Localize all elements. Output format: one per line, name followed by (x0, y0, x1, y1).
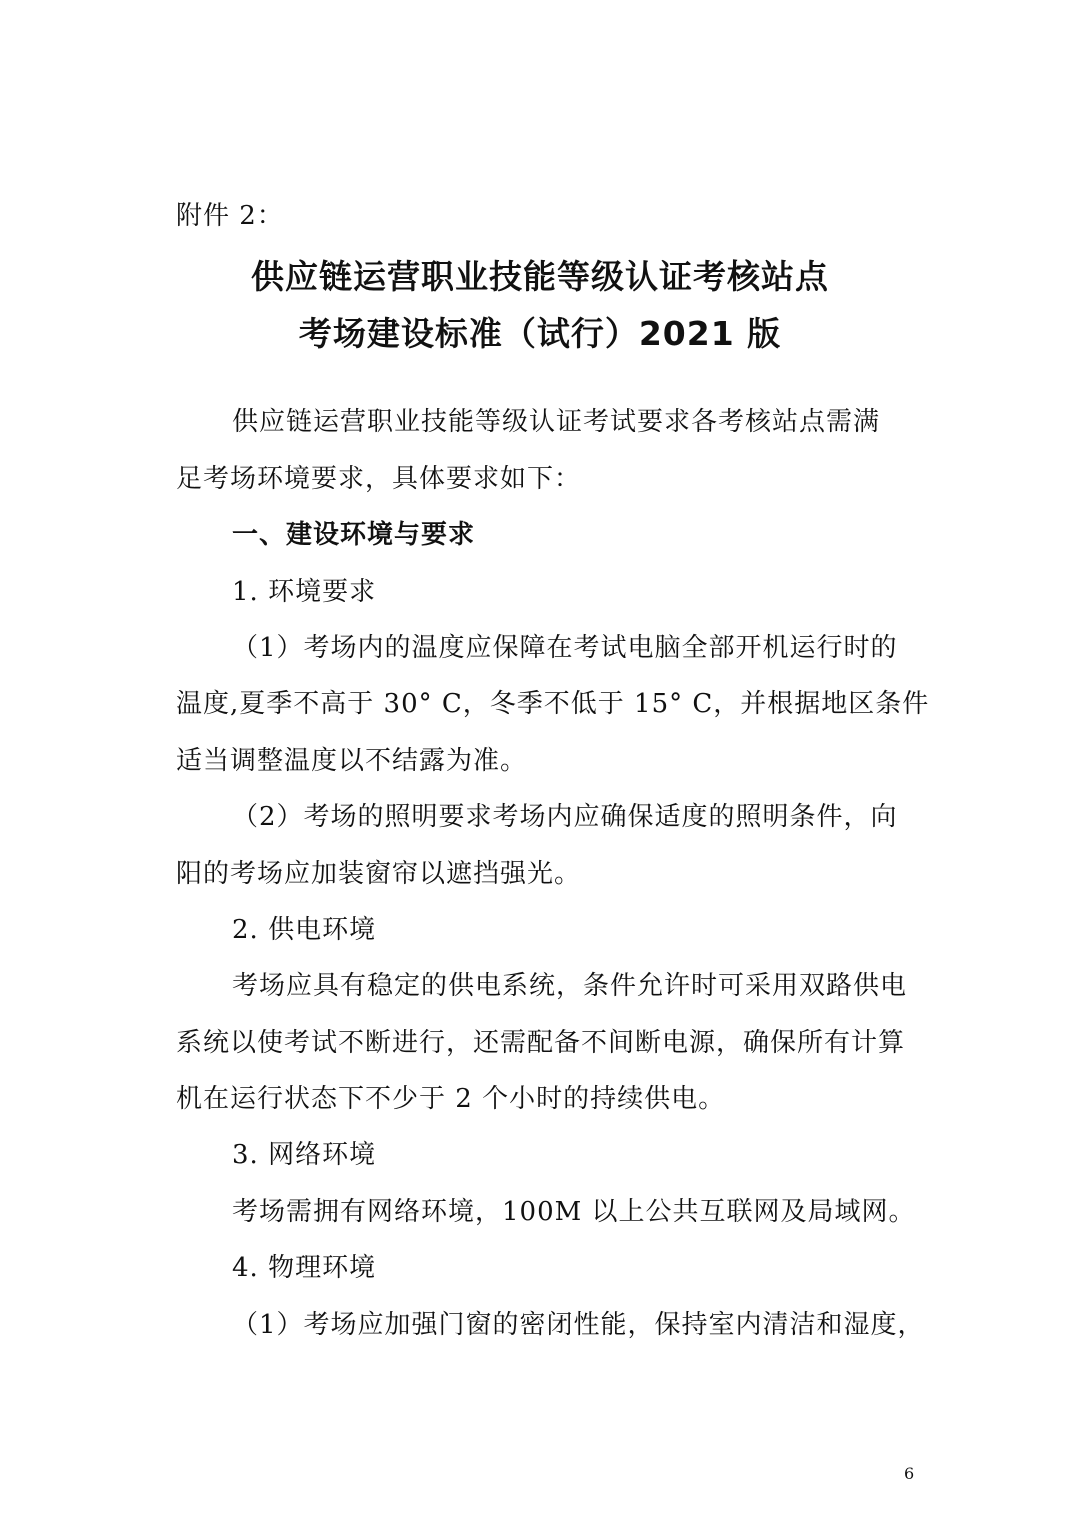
item-1-line-2: 温度,夏季不高于 30° C，冬季不低于 15° C，并根据地区条件 (176, 689, 930, 719)
network-line-1: 考场需拥有网络环境，100M 以上公共互联网及局域网。 (232, 1197, 916, 1227)
item-1-line-3: 适当调整温度以不结露为准。 (176, 746, 528, 776)
intro-line-2: 足考场环境要求，具体要求如下： (176, 464, 582, 494)
subsection-2-heading: 2. 供电环境 (232, 915, 377, 945)
document-title-line-1: 供应链运营职业技能等级认证考核站点 (251, 257, 829, 296)
attachment-label: 附件 2： (176, 201, 284, 231)
subsection-4-heading: 4. 物理环境 (232, 1253, 377, 1283)
section-1-heading: 一、建设环境与要求 (232, 520, 476, 550)
document-title-line-2: 考场建设标准（试行）2021 版 (298, 314, 782, 353)
subsection-3-heading: 3. 网络环境 (232, 1140, 377, 1170)
physical-line-1: （1）考场应加强门窗的密闭性能，保持室内清洁和湿度， (232, 1310, 925, 1340)
item-2-line-2: 阳的考场应加装窗帘以遮挡强光。 (176, 859, 582, 889)
power-line-3: 机在运行状态下不少于 2 个小时的持续供电。 (176, 1084, 726, 1114)
item-1-line-1: （1）考场内的温度应保障在考试电脑全部开机运行时的 (232, 633, 898, 663)
item-2-line-1: （2）考场的照明要求考场内应确保适度的照明条件，向 (232, 802, 898, 832)
intro-line-1: 供应链运营职业技能等级认证考试要求各考核站点需满 (232, 407, 881, 437)
subsection-1-heading: 1. 环境要求 (232, 577, 377, 607)
page-number: 6 (904, 1464, 915, 1483)
power-line-1: 考场应具有稳定的供电系统，条件允许时可采用双路供电 (232, 971, 908, 1001)
power-line-2: 系统以使考试不断进行，还需配备不间断电源，确保所有计算 (176, 1028, 906, 1058)
